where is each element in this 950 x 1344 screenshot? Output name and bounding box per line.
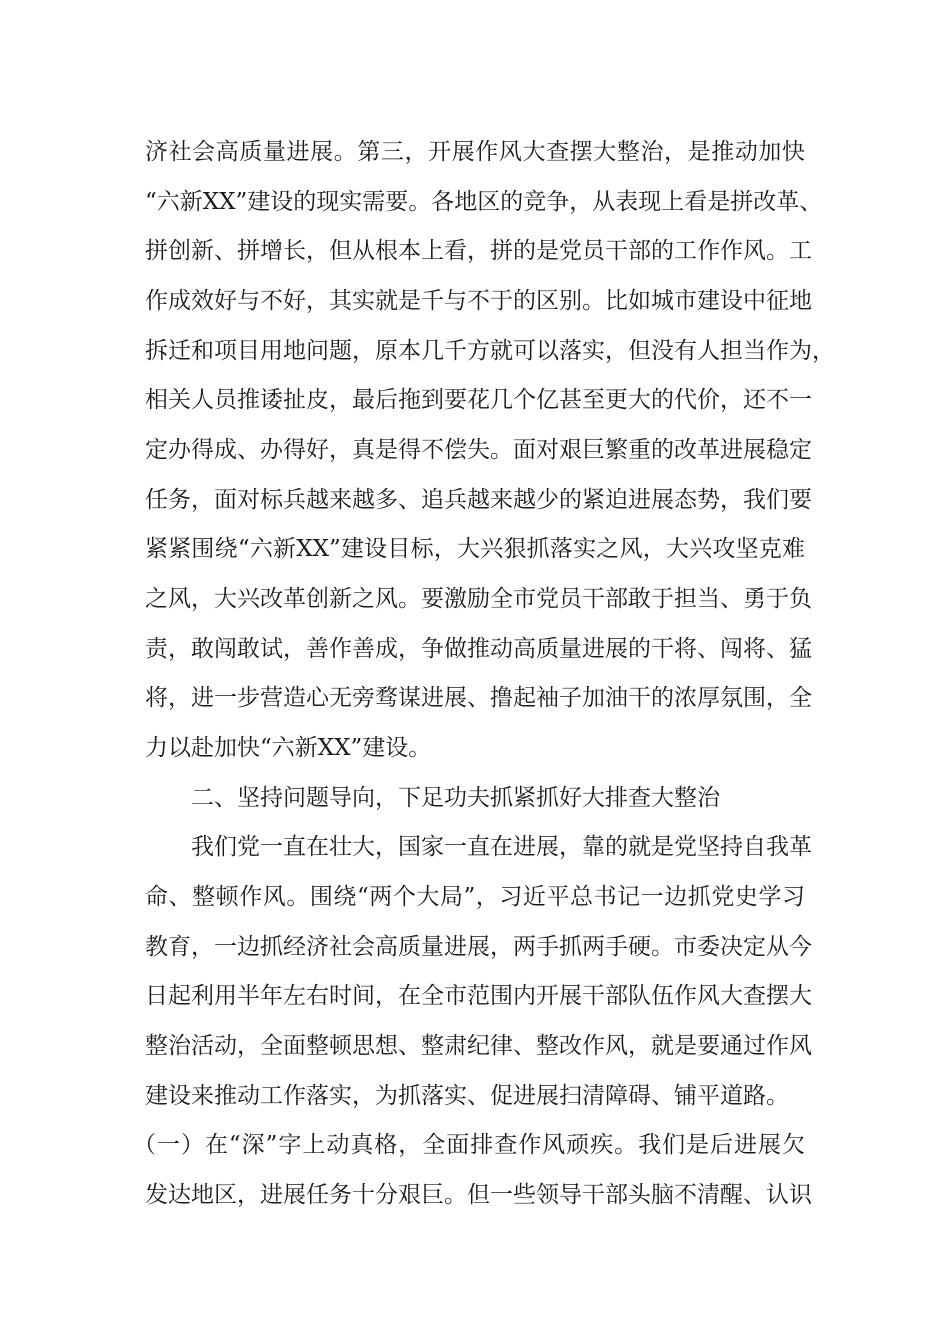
text-line: 力以赴加快“六新XX”建设。 [145, 735, 432, 761]
text-line: 任务，面对标兵越来越多、追兵越来越少的紧迫进展态势，我们要 [145, 487, 812, 513]
text-line: 建设来推动工作落实，为抓落实、促进展扫清障碍、铺平道路。 [145, 1083, 789, 1109]
text-line: 命、整顿作风。围绕“两个大局”，习近平总书记一边抓党史学习 [145, 884, 805, 910]
text-line: 我们党一直在壮大，国家一直在进展，靠的就是党坚持自我革 [191, 834, 812, 860]
text-line: 将，进一步营造心无旁骛谋进展、撸起袖子加油干的浓厚氛围，全 [145, 685, 812, 711]
text-line: 责，敢闯敢试，善作善成，争做推动高质量进展的干将、闯将、猛 [145, 636, 812, 662]
subsection-line: （一）在“深”字上动真格，全面排查作风顽疾。我们是后进展欠 [133, 1132, 805, 1158]
text-line: 日起利用半年左右时间，在全市范围内开展干部队伍作风大查摆大 [145, 983, 812, 1009]
section-heading: 二、坚持问题导向，下足功夫抓紧抓好大排查大整治 [191, 785, 720, 811]
text-line: 作成效好与不好，其实就是千与不于的区别。比如城市建设中征地 [145, 288, 812, 314]
text-line: 整治活动，全面整顿思想、整肃纪律、整改作风，就是要通过作风 [145, 1033, 812, 1059]
text-line: 紧紧围绕“六新XX”建设目标，大兴狠抓落实之风，大兴攻坚克难 [145, 536, 805, 562]
text-line: 教育，一边抓经济社会高质量进展，两手抓两手硬。市委决定从今 [145, 934, 812, 960]
text-line: “六新XX”建设的现实需要。各地区的竞争，从表现上看是拼改革、 [145, 189, 823, 215]
text-line: 之风，大兴改革创新之风。要激励全市党员干部敢于担当、勇于负 [145, 586, 812, 612]
text-line: 济社会高质量进展。第三，开展作风大查摆大整治，是推动加快 [145, 139, 805, 165]
text-line: 发达地区，进展任务十分艰巨。但一些领导干部头脑不清醒、认识 [145, 1182, 812, 1208]
text-line: 拆迁和项目用地问题，原本几千方就可以落实，但没有人担当作为， [145, 338, 835, 364]
text-line: 相关人员推诿扯皮，最后拖到要花几个亿甚至更大的代价，还不一 [145, 387, 812, 413]
text-line: 拼创新、拼增长，但从根本上看，拼的是党员干部的工作作风。工 [145, 238, 812, 264]
text-line: 定办得成、办得好，真是得不偿失。面对艰巨繁重的改革进展稳定 [145, 437, 812, 463]
